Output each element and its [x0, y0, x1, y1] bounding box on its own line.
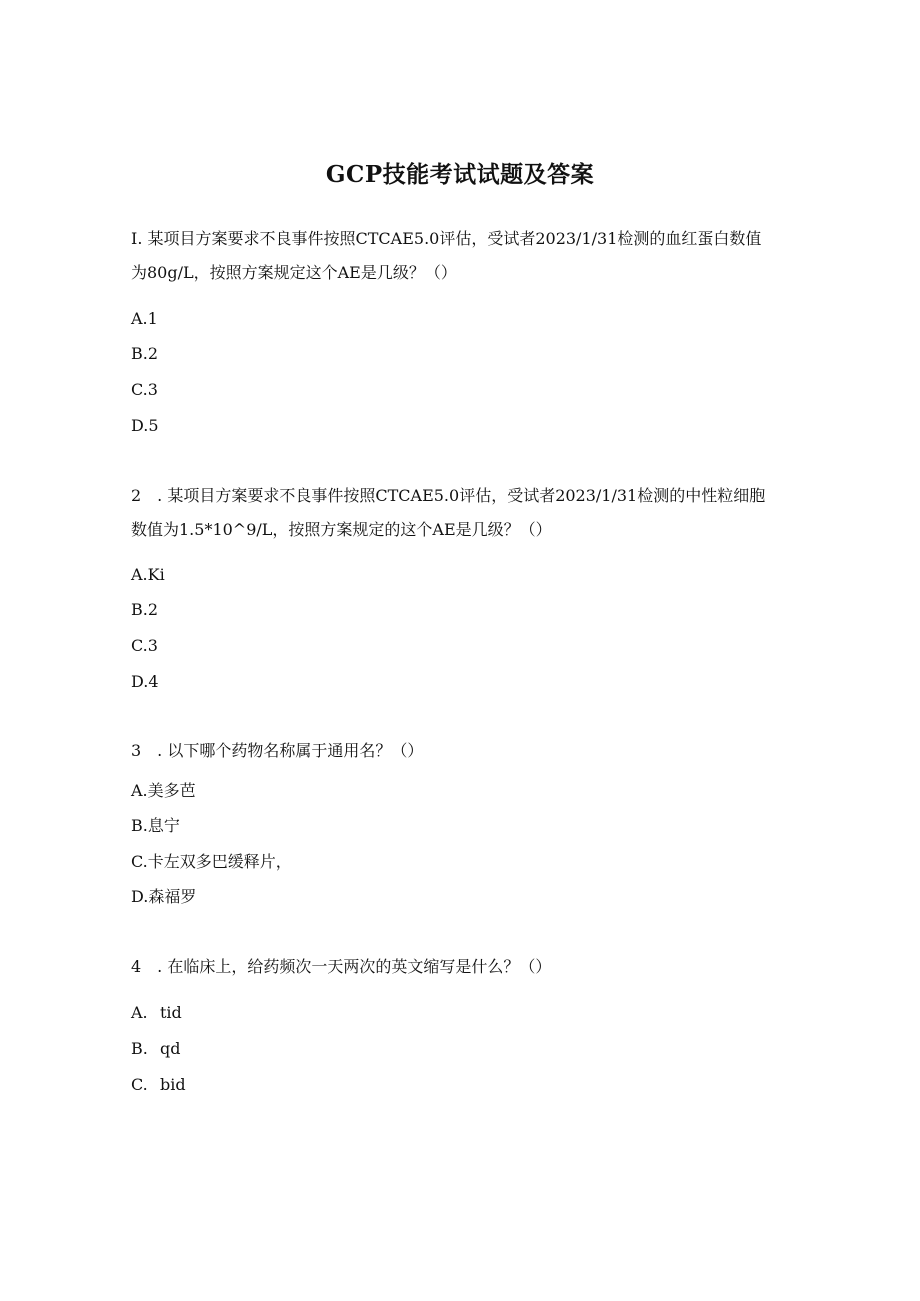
question-2-option-d: D.4	[131, 672, 159, 691]
question-2-option-c: C.3	[131, 636, 158, 655]
question-2-stem-line-2: 数值为1.5*10^9/L，按照方案规定的这个AE是几级？（）	[131, 520, 552, 539]
question-1-option-a: A.1	[131, 309, 158, 328]
page-title: GCP技能考试试题及答案	[325, 161, 595, 188]
question-1-stem-line-1: I. 某项目方案要求不良事件按照CTCAE5.0评估，受试者2023/1/31检测的血红蛋白数值	[131, 229, 762, 248]
question-4-option-a: A. tid	[131, 1003, 182, 1022]
question-2	[131, 479, 791, 547]
question-3-option-d: D.森福罗	[131, 887, 197, 906]
question-3-option-a: A.美多芭	[131, 781, 196, 800]
question-3	[131, 734, 791, 768]
question-2-option-b: B.2	[131, 600, 159, 619]
question-4-stem-line-1: 4 . 在临床上，给药频次一天两次的英文缩写是什么？（）	[131, 957, 552, 976]
question-1-option-c: C.3	[131, 380, 158, 399]
question-1	[131, 222, 791, 290]
question-2-stem-line-1: 2 . 某项目方案要求不良事件按照CTCAE5.0评估，受试者2023/1/31检测的中性粒细胞	[131, 486, 766, 505]
question-1-option-d: D.5	[131, 416, 159, 435]
question-3-option-b: B.息宁	[131, 816, 180, 835]
question-4-option-c: C. bid	[131, 1075, 186, 1094]
question-4	[131, 950, 791, 984]
question-1-option-b: B.2	[131, 344, 159, 363]
question-2-option-a: A.Ki	[131, 565, 165, 584]
question-3-option-c: C.卡左双多巴缓释片，	[131, 852, 292, 871]
question-3-stem-line-1: 3 . 以下哪个药物名称属于通用名？（）	[131, 741, 424, 760]
question-1-stem-line-2: 为80g/L，按照方案规定这个AE是几级？（）	[131, 263, 457, 282]
question-4-option-b: B. qd	[131, 1039, 181, 1058]
